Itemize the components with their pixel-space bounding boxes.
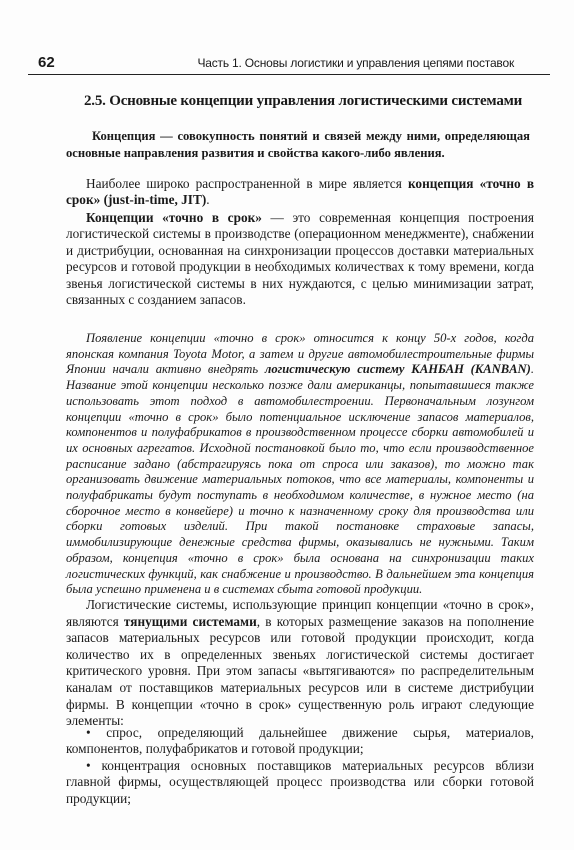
bullet-item: • концентрация основных поставщиков материальных ресурсов вблизи главной фирмы, осуществляющей процесс производства или сборки готовой продукции; xyxy=(66,758,534,806)
section-title: 2.5. Основные концепции управления логистическими системами xyxy=(84,93,523,109)
italic-history-block xyxy=(66,331,534,598)
paragraph-1 xyxy=(66,176,534,209)
running-head: Часть 1. Основы логистики и управления цепями поставок xyxy=(197,56,514,70)
p2-bold: Концепции «точно в срок» xyxy=(86,210,262,225)
paragraph-2 xyxy=(66,210,534,308)
paragraph-3 xyxy=(66,597,534,730)
p1-end: . xyxy=(206,192,210,208)
italic-text-2: . Название этой концепции несколько позже дали американцы, попытавшиеся также использовать этот подход в автомобилестроении. Первоначальным лозунгом концепции «точно в срок» было потенциальное исключение запасов материалов, компонентов и полуфабрикатов в производственном процессе сборки автомобилей и их основных агрегатов. Исходной постановкой было то, что если производственное расписание задано (абстрагируясь пока от спроса или заказов), то можно так организовать движение материальных потоков, что все материалы, компоненты и полуфабрикаты будут поступать в необходимом количестве, в нужное место (на сборочное место в конвейере) и точно к назначенному сроку для производства или сборки готовых изделий. При такой постановке страховые запасы, иммобилизирующие денежные средства фирмы, оказывались не нужными. Таким образом, концепция «точно в срок» была основана на синхронизации таких логистических функций, как снабжение и производство. В дальнейшем эта концепция была успешно применена и в системах сбыта готовой продукции. xyxy=(66,362,534,597)
page-number: 62 xyxy=(38,54,55,71)
definition-block: Концепция — совокупность понятий и связей между ними, определяющая основные направления развития и свойства какого-либо явления. xyxy=(66,129,530,160)
p3-text-1: Логистические системы, использующие принцип концепции «точно в срок», являются xyxy=(66,597,534,629)
p1-bold: концепция «точно в срок» (just-in-time, JIT) xyxy=(66,176,535,208)
p3-bold: тянущими системами xyxy=(123,613,257,629)
italic-text-1: Появление концепции «точно в срок» относится к концу 50-х годов, когда японская компания Toyota Motor, а затем и другие автомобилестроительные фирмы Японии начали активно внедрять xyxy=(66,331,534,377)
p1-text: Наиболее широко распространенной в мире является xyxy=(86,176,408,191)
p2-text: — это современная концепция построения логистической системы в производстве (операционном менеджменте), снабжении и дистрибуции, основанная на синхронизации процессов доставки материальных ресурсов и готовой продукции в необходимых количествах к тому времени, когда звенья логистической системы в них нуждаются, с целью минимизации затрат, связанных с созданием запасов. xyxy=(66,210,534,308)
page-header xyxy=(28,52,550,75)
bullet-item: • спрос, определяющий дальнейшее движение сырья, материалов, компонентов, полуфабрикатов и готовой продукции; xyxy=(66,725,534,757)
p3-text-2: , в которых размещение заказов на пополнение запасов материальных ресурсов или готовой продукции происходит, когда количество их в определенных звеньях логистической системы достигает критического уровня. При этом запасы «вытягиваются» по распределительным каналам от поставщиков материальных ресурсов или в системе дистрибуции фирмы. В концепции «точно в срок» существенную роль играют следующие элементы: xyxy=(66,613,534,729)
italic-bold: логистическую систему КАНБАН (KANBAN) xyxy=(264,362,531,377)
